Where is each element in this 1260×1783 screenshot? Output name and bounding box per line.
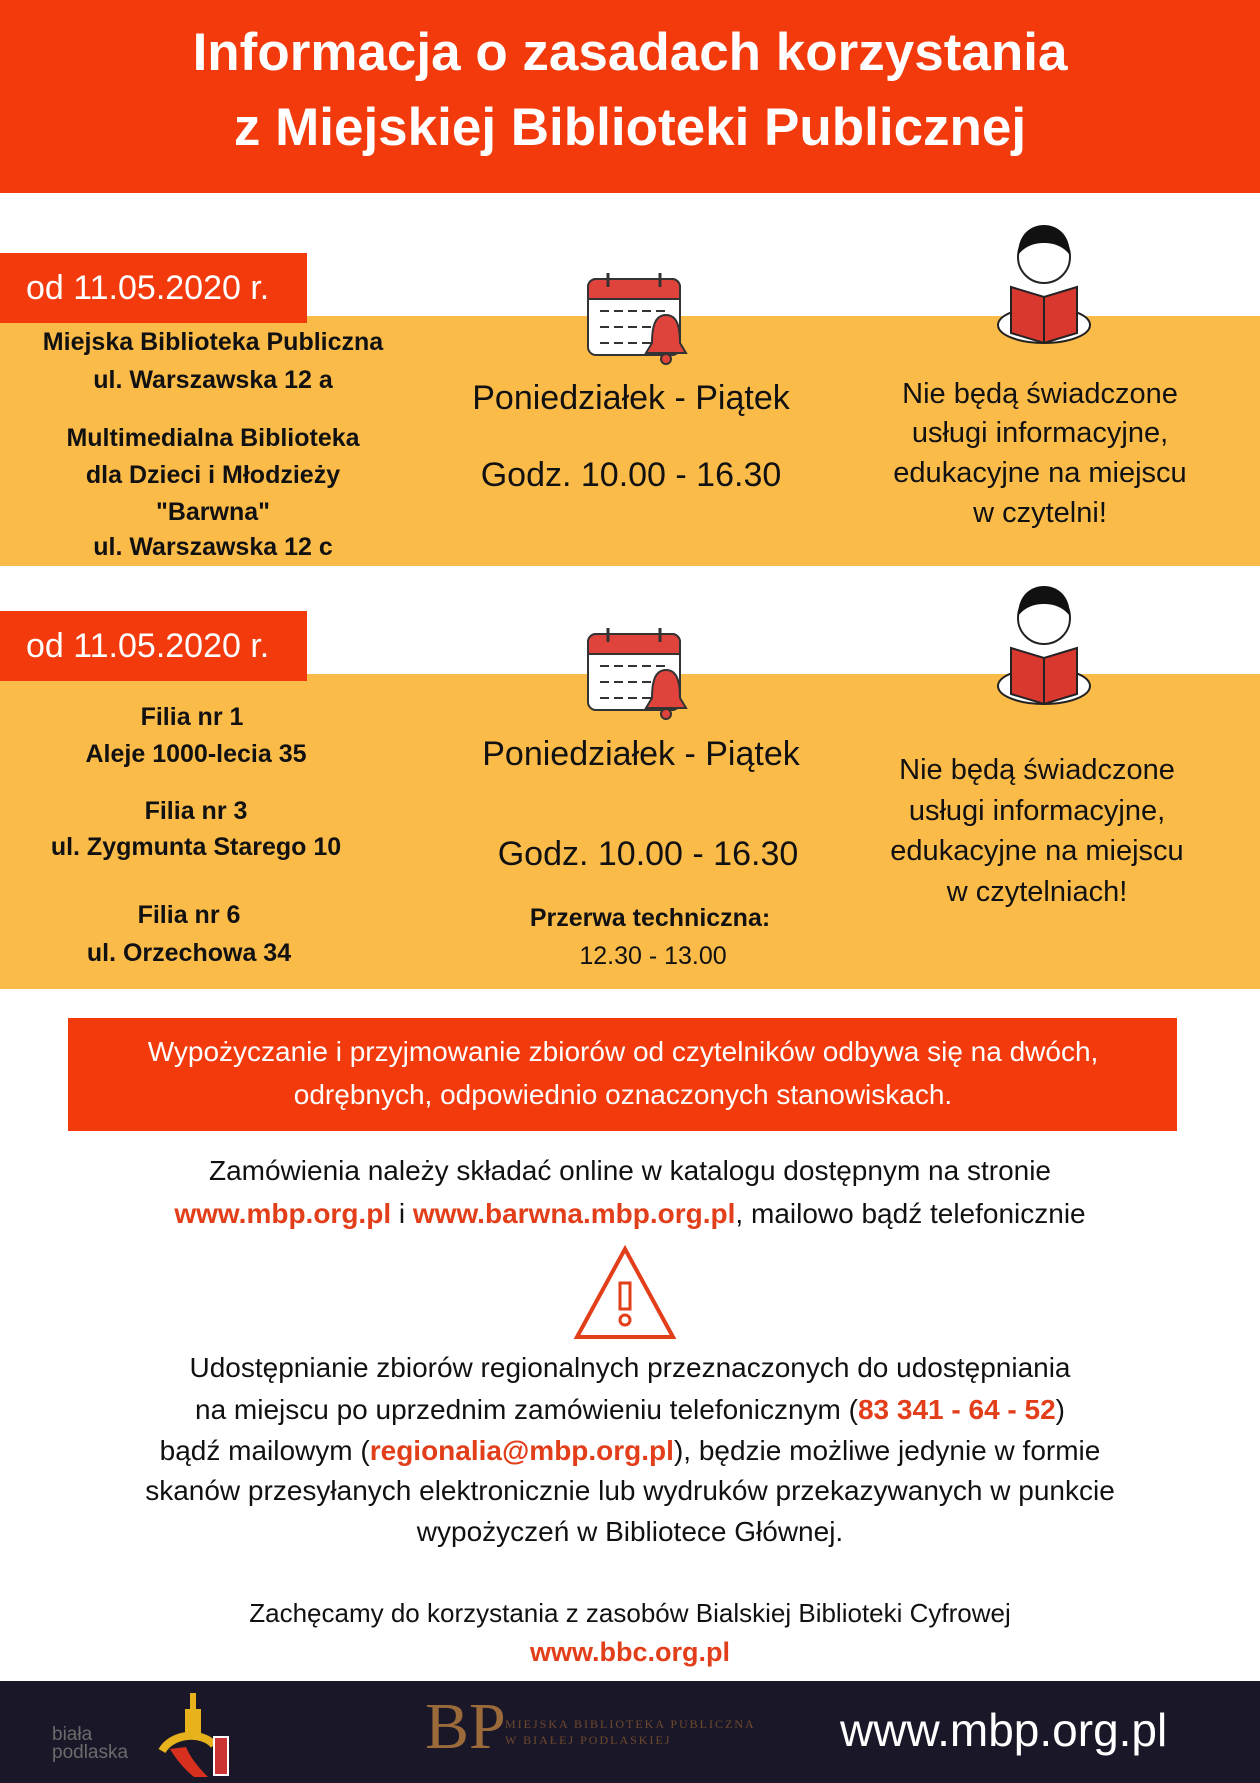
note-line: Nie będą świadczone xyxy=(902,378,1178,410)
location-line: Filia nr 6 xyxy=(137,901,241,929)
location-line: ul. Warszawska 12 c xyxy=(93,533,333,561)
regional-line5: wypożyczeń w Bibliotece Głównej. xyxy=(416,1516,844,1547)
location-line: ul. Orzechowa 34 xyxy=(86,939,292,967)
note-line: w czytelni! xyxy=(973,497,1107,529)
library-logo-mark: BP xyxy=(425,1690,506,1763)
regional-line3: bądź mailowym (regionalia@mbp.org.pl), będzie możliwe jedynie w formie xyxy=(159,1435,1101,1466)
reading-child-icon xyxy=(993,225,1095,349)
note-line: edukacyjne na miejscu xyxy=(890,835,1184,867)
location-line: Miejska Biblioteka Publiczna xyxy=(42,328,384,356)
notice-line2: odrębnych, odpowiednio oznaczonych stanowiskach. xyxy=(293,1079,953,1110)
note-line: usługi informacyjne, xyxy=(911,417,1169,449)
location-line: ul. Warszawska 12 a xyxy=(93,366,333,394)
note-line: w czytelniach! xyxy=(946,876,1128,908)
break-label: Przerwa techniczna: xyxy=(529,904,771,932)
note-line: Nie będą świadczone xyxy=(899,754,1175,786)
barwna-link[interactable]: www.barwna.mbp.org.pl xyxy=(412,1198,736,1229)
location-line: "Barwna" xyxy=(155,498,271,526)
email-link[interactable]: regionalia@mbp.org.pl xyxy=(369,1435,674,1466)
notice-line1: Wypożyczanie i przyjmowanie zbiorów od czytelników odbywa się na dwóch, xyxy=(147,1036,1099,1067)
section2-hours: Godz. 10.00 - 16.30 xyxy=(497,835,799,873)
section2-days: Poniedziałek - Piątek xyxy=(482,735,800,773)
note-line: edukacyjne na miejscu xyxy=(893,457,1187,489)
orders-line2: www.mbp.org.pl i www.barwna.mbp.org.pl, mailowo bądź telefonicznie xyxy=(174,1198,1086,1229)
page-title-line2: z Miejskiej Biblioteki Publicznej xyxy=(233,98,1027,157)
location-line: ul. Zygmunta Starego 10 xyxy=(50,833,342,861)
mbp-link[interactable]: www.mbp.org.pl xyxy=(174,1198,392,1229)
section1-hours: Godz. 10.00 - 16.30 xyxy=(480,456,782,494)
notice-box xyxy=(68,1018,1177,1131)
city-logo-icon xyxy=(150,1689,240,1779)
city-logo-text: biała podlaska xyxy=(52,1724,129,1763)
reading-child-icon xyxy=(993,586,1095,710)
footer xyxy=(0,1681,1260,1783)
orders-line1: Zamówienia należy składać online w katalogu dostępnym na stronie xyxy=(208,1155,1052,1186)
location-line: dla Dzieci i Młodzieży xyxy=(85,461,341,489)
footer-website-link[interactable]: www.mbp.org.pl xyxy=(840,1704,1168,1756)
section2-date: od 11.05.2020 r. xyxy=(0,611,307,681)
location-line: Multimedialna Biblioteka xyxy=(66,424,360,452)
location-line: Filia nr 1 xyxy=(140,703,244,731)
break-hours: 12.30 - 13.00 xyxy=(579,942,727,970)
library-logo-text2: W BIAŁEJ PODLASKIEJ xyxy=(505,1733,672,1747)
phone-number[interactable]: 83 341 - 64 - 52 xyxy=(857,1394,1056,1425)
location-line: Filia nr 3 xyxy=(144,797,248,825)
bbc-link[interactable]: www.bbc.org.pl xyxy=(530,1637,730,1667)
calendar-bell-icon xyxy=(586,628,696,720)
regional-line4: skanów przesyłanych elektronicznie lub wydruków przekazywanych w punkcie xyxy=(145,1475,1115,1506)
regional-line1: Udostępnianie zbiorów regionalnych przeznaczonych do udostępniania xyxy=(189,1352,1071,1383)
library-logo-text1: MIEJSKA BIBLIOTEKA PUBLICZNA xyxy=(505,1717,756,1731)
note-line: usługi informacyjne, xyxy=(908,795,1166,827)
digital-line: Zachęcamy do korzystania z zasobów Bialskiej Biblioteki Cyfrowej xyxy=(249,1598,1011,1628)
calendar-bell-icon xyxy=(586,273,696,365)
regional-line2: na miejscu po uprzednim zamówieniu telefonicznym (83 341 - 64 - 52) xyxy=(195,1394,1065,1425)
page-title-line1: Informacja o zasadach korzystania xyxy=(192,23,1068,82)
section1-days: Poniedziałek - Piątek xyxy=(472,379,790,417)
header-banner xyxy=(0,0,1260,193)
warning-icon xyxy=(573,1245,677,1341)
section1-date: od 11.05.2020 r. xyxy=(0,253,307,323)
location-line: Aleje 1000-lecia 35 xyxy=(85,740,307,768)
